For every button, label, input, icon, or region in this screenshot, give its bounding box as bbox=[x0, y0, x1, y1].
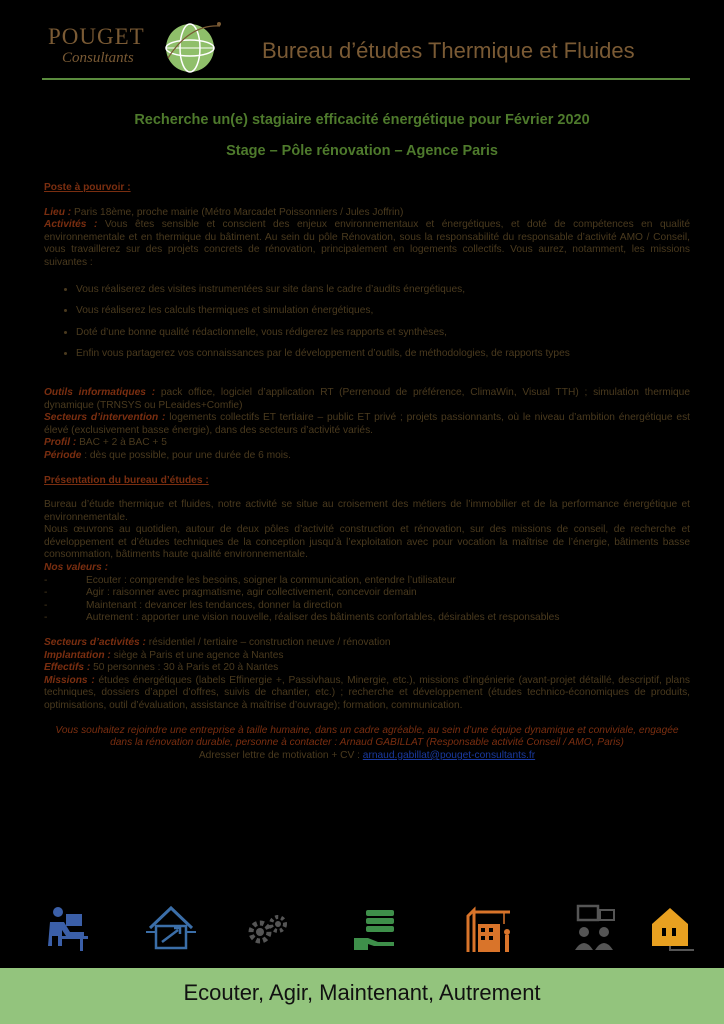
secteurs-activites-line bbox=[44, 637, 690, 650]
list-item: • Enfin vous partagerez vos connaissances par le développement d’outils, de méthodologies, de rapports types bbox=[76, 348, 690, 361]
house-repair-icon bbox=[146, 902, 196, 954]
job-subtitle: Stage – Pôle rénovation – Agence Paris bbox=[226, 143, 498, 159]
profil-text: BAC + 2 à BAC + 5 bbox=[76, 437, 167, 449]
outils-text: pack office, logiciel d’application RT (Perrenoud de préférence, ClimaWin, Visual TTH) ; simulation thermique dynamique (TRNSYS ou PLeaides+Comfie) bbox=[44, 386, 690, 411]
job-title: Recherche un(e) stagiaire efficacité énergétique pour Février 2020 bbox=[134, 112, 590, 128]
list-item bbox=[44, 600, 690, 613]
list-item bbox=[44, 612, 690, 625]
implantation-text: siège à Paris et une agence à Nantes bbox=[110, 649, 284, 661]
closing-paragraph bbox=[44, 725, 690, 763]
presentation-paragraph-2: Nous œuvrons au quotidien, autour de deux pôles d’activité construction et rénovation, sur des missions de conseil, de recherche et développement et d’études techniques de la conception jusqu’à l’exploitation avec pour vocation la maîtrise de l’énergie, bâtiments basse consommation, bâtiments haute qualité environnementale. bbox=[44, 524, 690, 561]
header-divider bbox=[42, 78, 690, 80]
list-item: • Vous réaliserez les calculs thermiques et simulation énergétiques, bbox=[76, 305, 690, 318]
team-meeting-icon bbox=[570, 902, 620, 954]
secteurs-text: logements collectifs ET tertiaire – public ET privé ; projets passionnants, où le niveau d’ambition énergétique est élevé (exclusivement basse énergie), dans des secteurs d’activité variés. bbox=[44, 412, 690, 436]
secteurs-label: Secteurs d’intervention : bbox=[44, 412, 166, 424]
dash-marker: - bbox=[44, 612, 48, 624]
icon-row bbox=[0, 902, 724, 960]
profil-line bbox=[44, 437, 690, 450]
house-plug-icon bbox=[648, 902, 698, 954]
money-hand-icon bbox=[352, 902, 402, 954]
list-item bbox=[44, 587, 690, 600]
footer-slogan: Ecouter, Agir, Maintenant, Autrement bbox=[183, 980, 541, 1005]
missions-text: études énergétiques (labels Effinergie +, Passivhaus, Minergie, etc.), missions d’ingénierie (avant-projet détaillé, descriptif, plans techniques, dossiers d’appel d’offres, suivis de chantier, etc.) ; recherche et développement (études technico-économiques de produits, optimisations, outil d’évaluation, assistance à maîtrise d’ouvrage); formation, communication. bbox=[44, 674, 690, 711]
presentation-paragraph-1: Bureau d’étude thermique et fluides, notre activité se situe au croisement des métiers de l’immobilier et de la performance énergétique et environnementale. bbox=[44, 499, 690, 523]
activites-label: Activités : bbox=[44, 219, 98, 231]
profil-label: Profil : bbox=[44, 437, 77, 449]
person-at-desk-icon bbox=[40, 902, 90, 954]
secteurs-line bbox=[44, 412, 690, 437]
dash-marker: - bbox=[44, 574, 48, 586]
outils-line bbox=[44, 387, 690, 412]
header-title: Bureau d’études Thermique et Fluides bbox=[262, 38, 635, 63]
effectifs-line bbox=[44, 662, 690, 675]
missions-label: Missions : bbox=[44, 674, 95, 686]
lieu-line bbox=[44, 207, 690, 220]
missions-line bbox=[44, 675, 690, 713]
application-instruction: Adresser lettre de motivation + CV : bbox=[198, 749, 363, 761]
contact-email-link[interactable]: arnaud.gabillat@pouget-consultants.fr bbox=[362, 749, 536, 761]
section-heading-poste: Poste à pourvoir : bbox=[44, 182, 131, 193]
dash-marker: - bbox=[44, 587, 48, 599]
value-text: Ecouter : comprendre les besoins, soigner la communication, entendre l’utilisateur bbox=[86, 574, 456, 586]
valeurs-label: Nos valeurs : bbox=[44, 562, 108, 574]
effectifs-text: 50 personnes : 30 à Paris et 20 à Nantes bbox=[90, 662, 279, 674]
periode-text: : dès que possible, pour une durée de 6 mois. bbox=[81, 449, 291, 461]
secteurs-activites-label: Secteurs d’activités : bbox=[44, 637, 146, 649]
section-heading-presentation: Présentation du bureau d’études : bbox=[44, 474, 209, 486]
lieu-text: Paris 18ème, proche mairie (Métro Marcadet Poissonniers / Jules Joffrin) bbox=[71, 206, 404, 218]
secteurs-activites-text: résidentiel / tertiaire – construction neuve / rénovation bbox=[145, 637, 391, 649]
periode-line bbox=[44, 450, 690, 463]
activites-text: Vous êtes sensible et conscient des enjeux environnementaux et énergétiques, et doté de compétences en qualité environnementale et en thermique du bâtiment. Au sein du pôle Rénovation, sous la responsabilité du responsable d’activité AMO / Conseil, vous travaillerez sur des projets concrets de rénovation, principalement en logements collectifs. Vous aurez, notamment, les missions suivantes : bbox=[44, 219, 690, 268]
missions-list bbox=[44, 284, 690, 361]
globe-icon bbox=[164, 18, 222, 76]
periode-label: Période bbox=[44, 449, 82, 461]
list-item: • Vous réaliserez des visites instrumentées sur site dans le cadre d’audits énergétiques, bbox=[76, 284, 690, 297]
gears-icon bbox=[244, 902, 294, 954]
value-text: Maintenant : devancer les tendances, donner la direction bbox=[86, 599, 342, 611]
value-text: Autrement : apporter une vision nouvelle, réaliser des bâtiments confortables, désirables et responsables bbox=[86, 612, 560, 624]
outils-label: Outils informatiques : bbox=[44, 386, 156, 398]
company-logo bbox=[48, 14, 228, 76]
lieu-label: Lieu : bbox=[44, 206, 72, 218]
construction-crane-icon bbox=[464, 902, 514, 954]
effectifs-label: Effectifs : bbox=[44, 662, 91, 674]
values-list bbox=[44, 575, 690, 625]
activites-paragraph bbox=[44, 219, 690, 269]
dash-marker: - bbox=[44, 599, 48, 611]
logo-subtitle: Consultants bbox=[62, 50, 134, 66]
list-item: • Doté d’une bonne qualité rédactionnelle, vous rédigerez les rapports et synthèses, bbox=[76, 327, 690, 340]
footer-banner bbox=[0, 968, 724, 1024]
implantation-line bbox=[44, 650, 690, 663]
implantation-label: Implantation : bbox=[44, 649, 111, 661]
value-text: Agir : raisonner avec pragmatisme, agir collectivement, concevoir demain bbox=[86, 587, 417, 599]
logo-name: POUGET bbox=[48, 24, 145, 49]
list-item bbox=[44, 575, 690, 588]
job-description bbox=[44, 182, 690, 762]
closing-text: Vous souhaitez rejoindre une entreprise à taille humaine, dans un cadre agréable, au sein d’une équipe dynamique et conviviale, engagée dans la rénovation durable, personne à contacter : Arnaud GABILLAT (Responsable activité Conseil / AMO, Paris) bbox=[55, 724, 679, 749]
